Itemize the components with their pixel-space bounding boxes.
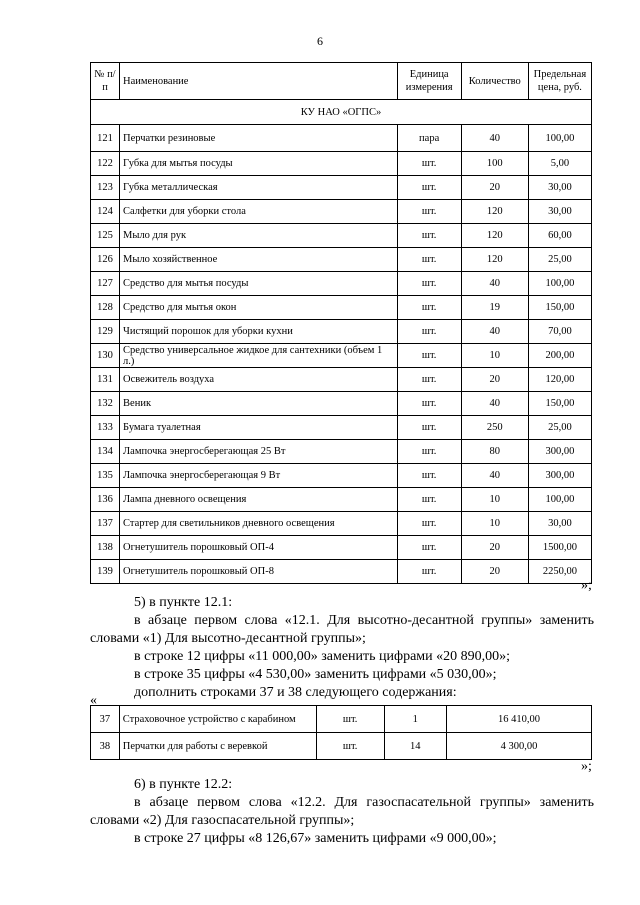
cell-name: Губка для мытья посуды — [120, 152, 398, 176]
cell-number: 121 — [91, 125, 120, 152]
cell-quantity: 120 — [461, 200, 528, 224]
cell-name: Лампочка энергосберегающая 9 Вт — [120, 464, 398, 488]
cell-quantity: 20 — [461, 176, 528, 200]
table-row — [91, 224, 592, 248]
cell-name: Освежитель воздуха — [120, 368, 398, 392]
table-row — [91, 440, 592, 464]
table-row — [91, 512, 592, 536]
item-5-paragraph-2: в строке 12 цифры «11 000,00» заменить цифрами «20 890,00»; — [134, 649, 511, 664]
table-row — [91, 344, 592, 368]
cell-unit: шт. — [397, 392, 461, 416]
cell-name: Стартер для светильников дневного освещения — [120, 512, 398, 536]
cell-unit: шт. — [397, 512, 461, 536]
cell-name: Огнетушитель порошковый ОП-4 — [120, 536, 398, 560]
cell-unit: шт. — [397, 176, 461, 200]
cell-quantity: 1 — [384, 706, 446, 733]
cell-number: 138 — [91, 536, 120, 560]
cell-name: Бумага туалетная — [120, 416, 398, 440]
cell-name: Губка металлическая — [120, 176, 398, 200]
cell-name: Средство для мытья посуды — [120, 272, 398, 296]
cell-name: Чистящий порошок для уборки кухни — [120, 320, 398, 344]
cell-name: Мыло для рук — [120, 224, 398, 248]
table-row — [91, 272, 592, 296]
cell-price: 70,00 — [528, 320, 591, 344]
cell-unit: шт. — [397, 224, 461, 248]
cell-price: 60,00 — [528, 224, 591, 248]
table-row — [91, 536, 592, 560]
cell-unit: шт. — [397, 536, 461, 560]
cell-price: 30,00 — [528, 200, 591, 224]
cell-number: 129 — [91, 320, 120, 344]
cell-unit: шт. — [397, 152, 461, 176]
cell-quantity: 40 — [461, 272, 528, 296]
table-row — [91, 200, 592, 224]
closing-quote-1: »; — [581, 578, 592, 593]
addition-table — [90, 705, 592, 760]
cell-price: 200,00 — [528, 344, 591, 368]
header-name: Наименование — [120, 63, 398, 100]
cell-number: 125 — [91, 224, 120, 248]
cell-number: 130 — [91, 344, 120, 368]
cell-quantity: 20 — [461, 560, 528, 584]
item-6-paragraph-1: в абзаце первом слова «12.2. Для газоспасательной группы» заменить словами «2) Для газоспасательной группы»; — [90, 795, 594, 828]
cell-quantity: 19 — [461, 296, 528, 320]
cell-name: Перчатки для работы с веревкой — [119, 733, 316, 760]
closing-quote-2: »; — [581, 759, 592, 774]
cell-unit: шт. — [397, 440, 461, 464]
table-row — [91, 464, 592, 488]
page-number: 6 — [317, 34, 323, 48]
cell-price: 4 300,00 — [446, 733, 591, 760]
cell-price: 30,00 — [528, 512, 591, 536]
cell-price: 100,00 — [528, 272, 591, 296]
cell-price: 100,00 — [528, 488, 591, 512]
table-row — [91, 296, 592, 320]
cell-number: 123 — [91, 176, 120, 200]
cell-price: 300,00 — [528, 464, 591, 488]
item-5-paragraph-4: дополнить строками 37 и 38 следующего содержания: — [134, 685, 457, 700]
cell-unit: шт. — [397, 296, 461, 320]
cell-quantity: 40 — [461, 464, 528, 488]
table-row — [91, 176, 592, 200]
section-row — [91, 100, 592, 125]
cell-price: 25,00 — [528, 248, 591, 272]
main-table — [90, 62, 592, 584]
cell-name: Средство для мытья окон — [120, 296, 398, 320]
cell-number: 37 — [91, 706, 120, 733]
cell-name: Мыло хозяйственное — [120, 248, 398, 272]
table-row — [91, 248, 592, 272]
addition-row — [91, 733, 592, 760]
table-row — [91, 488, 592, 512]
cell-quantity: 10 — [461, 512, 528, 536]
section-title: КУ НАО «ОГПС» — [91, 100, 592, 125]
cell-number: 135 — [91, 464, 120, 488]
cell-quantity: 20 — [461, 536, 528, 560]
header-unit: Единица измерения — [397, 63, 461, 100]
cell-number: 124 — [91, 200, 120, 224]
cell-number: 127 — [91, 272, 120, 296]
cell-price: 2250,00 — [528, 560, 591, 584]
cell-number: 126 — [91, 248, 120, 272]
header-number: № п/п — [91, 63, 120, 100]
cell-number: 139 — [91, 560, 120, 584]
cell-quantity: 80 — [461, 440, 528, 464]
cell-quantity: 10 — [461, 488, 528, 512]
table-row — [91, 368, 592, 392]
cell-number: 134 — [91, 440, 120, 464]
cell-unit: шт. — [397, 560, 461, 584]
cell-unit: шт. — [397, 464, 461, 488]
table-row — [91, 416, 592, 440]
table-row — [91, 392, 592, 416]
cell-price: 150,00 — [528, 392, 591, 416]
cell-unit: шт. — [316, 733, 384, 760]
cell-name: Средство универсальное жидкое для сантехники (объем 1 л.) — [120, 344, 398, 368]
item-5-paragraph-1: в абзаце первом слова «12.1. Для высотно-десантной группы» заменить словами «1) Для высотно-десантной группы»; — [90, 613, 594, 646]
item-6-heading: 6) в пункте 12.2: — [134, 777, 233, 792]
cell-unit: шт. — [397, 272, 461, 296]
item-5-heading: 5) в пункте 12.1: — [134, 595, 233, 610]
cell-name: Лампочка энергосберегающая 25 Вт — [120, 440, 398, 464]
cell-name: Перчатки резиновые — [120, 125, 398, 152]
cell-unit: шт. — [397, 416, 461, 440]
cell-number: 136 — [91, 488, 120, 512]
cell-number: 137 — [91, 512, 120, 536]
cell-number: 131 — [91, 368, 120, 392]
cell-number: 122 — [91, 152, 120, 176]
cell-price: 150,00 — [528, 296, 591, 320]
cell-number: 128 — [91, 296, 120, 320]
cell-unit: шт. — [397, 488, 461, 512]
cell-number: 38 — [91, 733, 120, 760]
cell-number: 132 — [91, 392, 120, 416]
header-price: Предельная цена, руб. — [528, 63, 591, 100]
cell-quantity: 100 — [461, 152, 528, 176]
cell-quantity: 120 — [461, 224, 528, 248]
cell-price: 30,00 — [528, 176, 591, 200]
open-quote: « — [90, 693, 97, 708]
cell-unit: пара — [397, 125, 461, 152]
cell-quantity: 40 — [461, 320, 528, 344]
cell-number: 133 — [91, 416, 120, 440]
cell-name: Страховочное устройство с карабином — [119, 706, 316, 733]
cell-quantity: 14 — [384, 733, 446, 760]
cell-quantity: 250 — [461, 416, 528, 440]
cell-unit: шт. — [397, 200, 461, 224]
item-5-paragraph-3: в строке 35 цифры «4 530,00» заменить цифрами «5 030,00»; — [134, 667, 497, 682]
cell-price: 300,00 — [528, 440, 591, 464]
cell-quantity: 120 — [461, 248, 528, 272]
cell-price: 120,00 — [528, 368, 591, 392]
table-row — [91, 320, 592, 344]
cell-quantity: 20 — [461, 368, 528, 392]
cell-price: 100,00 — [528, 125, 591, 152]
table-header — [91, 63, 592, 100]
cell-unit: шт. — [397, 320, 461, 344]
cell-price: 25,00 — [528, 416, 591, 440]
cell-unit: шт. — [397, 344, 461, 368]
cell-price: 5,00 — [528, 152, 591, 176]
cell-price: 1500,00 — [528, 536, 591, 560]
cell-quantity: 10 — [461, 344, 528, 368]
addition-row — [91, 706, 592, 733]
cell-price: 16 410,00 — [446, 706, 591, 733]
cell-name: Салфетки для уборки стола — [120, 200, 398, 224]
cell-unit: шт. — [316, 706, 384, 733]
cell-name: Веник — [120, 392, 398, 416]
header-quantity: Количество — [461, 63, 528, 100]
cell-name: Огнетушитель порошковый ОП-8 — [120, 560, 398, 584]
cell-quantity: 40 — [461, 392, 528, 416]
table-row — [91, 560, 592, 584]
cell-name: Лампа дневного освещения — [120, 488, 398, 512]
table-row — [91, 152, 592, 176]
cell-quantity: 40 — [461, 125, 528, 152]
table-row — [91, 125, 592, 152]
cell-unit: шт. — [397, 368, 461, 392]
cell-unit: шт. — [397, 248, 461, 272]
item-6-paragraph-2: в строке 27 цифры «8 126,67» заменить цифрами «9 000,00»; — [134, 831, 497, 846]
